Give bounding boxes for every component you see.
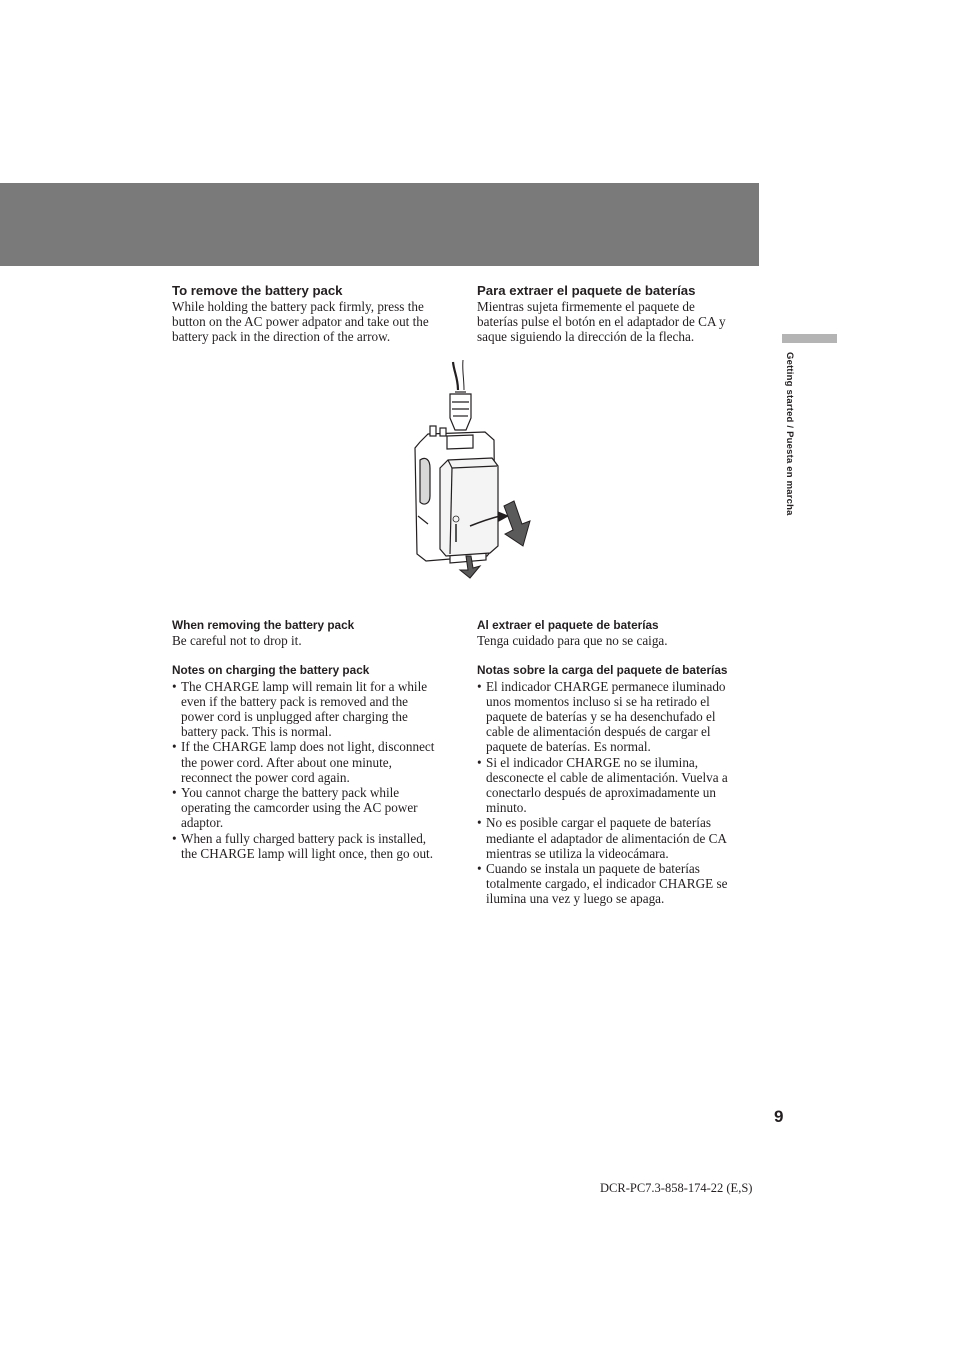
battery-pack-icon [440, 458, 498, 556]
power-cord-icon [450, 360, 471, 430]
en-notes-section [172, 618, 462, 861]
en-when-removing-text: Be careful not to drop it. [172, 633, 302, 649]
header-band [0, 183, 759, 266]
list-item: • When a fully charged battery pack is installed, the CHARGE lamp will light once, then go out. [172, 831, 462, 861]
en-remove-heading: To remove the battery pack [172, 283, 343, 298]
list-item: • The CHARGE lamp will remain lit for a while even if the battery pack is removed and the power cord is unplugged after charging the battery pack. This is normal. [172, 679, 462, 740]
es-notes-section [477, 618, 757, 907]
es-notes-list [477, 679, 757, 907]
es-notes-heading: Notas sobre la carga del paquete de baterías [477, 663, 728, 678]
list-item: • No es posible cargar el paquete de baterías mediante el adaptador de alimentación de CA mientras se utiliza la videocámara. [477, 815, 757, 861]
es-when-removing-heading: Al extraer el paquete de baterías [477, 618, 659, 632]
list-item: • El indicador CHARGE permanece iluminado unos momentos incluso si se ha retirado el paquete de baterías y se ha desenchufado el cable de alimentación después de cargar el paquete de baterías. Es normal. [477, 679, 757, 755]
en-remove-line: button on the AC power adpator and take out the [172, 313, 429, 329]
es-when-removing-text: Tenga cuidado para que no se caiga. [477, 633, 668, 649]
es-remove-heading: Para extraer el paquete de baterías [477, 283, 696, 298]
list-item: • Si el indicador CHARGE no se ilumina, desconecte el cable de alimentación. Vuelva a conectarlo después de aproximadamente un minuto. [477, 755, 757, 816]
es-remove-section [477, 283, 757, 344]
side-tab-marker [782, 334, 837, 343]
battery-removal-illustration [400, 356, 550, 582]
es-remove-line: Mientras sujeta firmemente el paquete de [477, 298, 695, 314]
model-code: DCR-PC7.3-858-174-22 (E,S) [600, 1181, 753, 1195]
section-side-label: Getting started / Puesta en marcha [784, 352, 795, 516]
list-item: • You cannot charge the battery pack while operating the camcorder using the AC power adaptor. [172, 785, 462, 831]
en-notes-list [172, 679, 462, 861]
es-remove-line: baterías pulse el botón en el adaptador de CA y [477, 313, 726, 329]
es-remove-line: saque siguiendo la dirección de la flecha. [477, 328, 695, 344]
en-remove-section [172, 283, 462, 344]
list-item: • Cuando se instala un paquete de baterías totalmente cargado, el indicador CHARGE se ilumina una vez y luego se apaga. [477, 861, 757, 907]
en-notes-heading: Notes on charging the battery pack [172, 663, 370, 678]
page-number: 9 [774, 1107, 784, 1126]
en-when-removing-heading: When removing the battery pack [172, 618, 355, 632]
en-remove-line: battery pack in the direction of the arrow. [172, 328, 391, 344]
en-remove-line: While holding the battery pack firmly, press the [172, 298, 424, 314]
list-item: • If the CHARGE lamp does not light, disconnect the power cord. After about one minute, reconnect the power cord again. [172, 739, 462, 785]
